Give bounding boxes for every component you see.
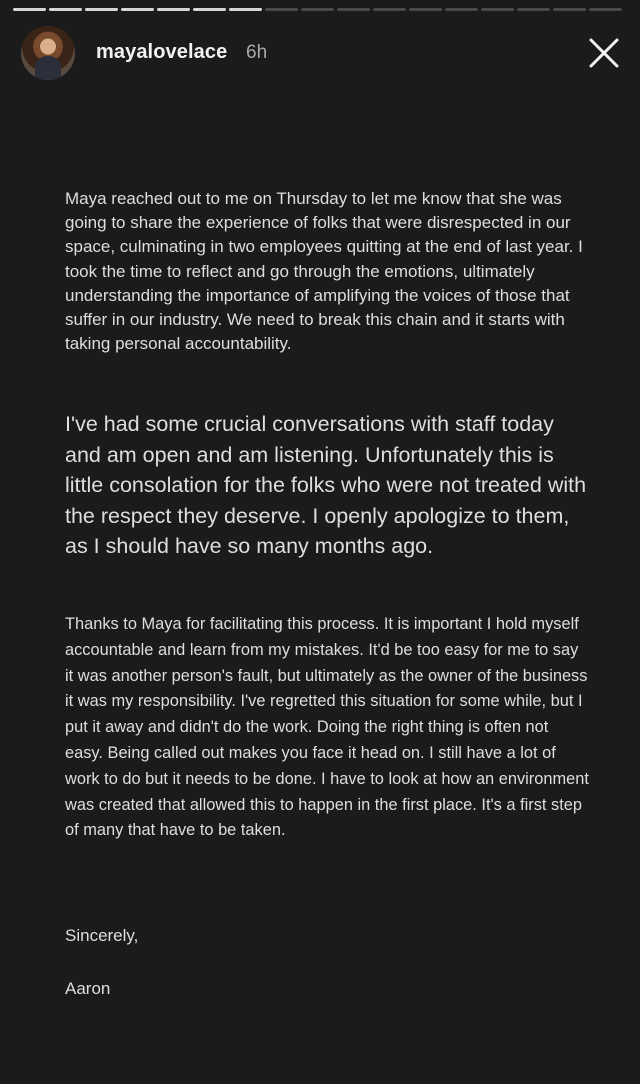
letter-paragraph-1: Maya reached out to me on Thursday to let me know that she was going to share the experience of folks that were disrespected in our space, culminating in two employees quitting at the end of last year. I took the time to reflect and go through the emotions, ultimately understanding the importance of amplifying the voices of those that suffer in our industry. We need to break this chain and it starts with taking personal accountability.: [65, 189, 583, 354]
post-time: 6h: [246, 42, 268, 63]
story-header: [0, 0, 640, 100]
letter-paragraph-3: Thanks to Maya for facilitating this process. It is important I hold myself accountable and learn from my mistakes. It'd be too easy for me to say it was another person's fault, but ultimately as the owner of the business it was my responsibility. I've regretted this situation for some while, but I put it away and didn't do the work. Doing the right thing is often not easy. Being called out makes you face it head on. I still have a lot of work to do but it needs to be done. I have to look at how an environment was created that allowed this to happen in the first place. It's a first step of many that have to be taken.: [65, 615, 589, 840]
avatar[interactable]: [21, 26, 75, 80]
close-icon[interactable]: [584, 33, 624, 73]
letter-signature: Aaron: [65, 979, 111, 998]
letter-paragraph-2: I've had some crucial conversations with staff today and am open and am listening. Unfortunately this is little consolation for the folks who were not treated with the respect they deserve. I openly apologize to them, as I should have so many months ago.: [65, 412, 587, 558]
avatar-figure: [35, 56, 61, 80]
username[interactable]: mayalovelace: [96, 41, 228, 63]
letter-closing: Sincerely,: [65, 926, 139, 945]
